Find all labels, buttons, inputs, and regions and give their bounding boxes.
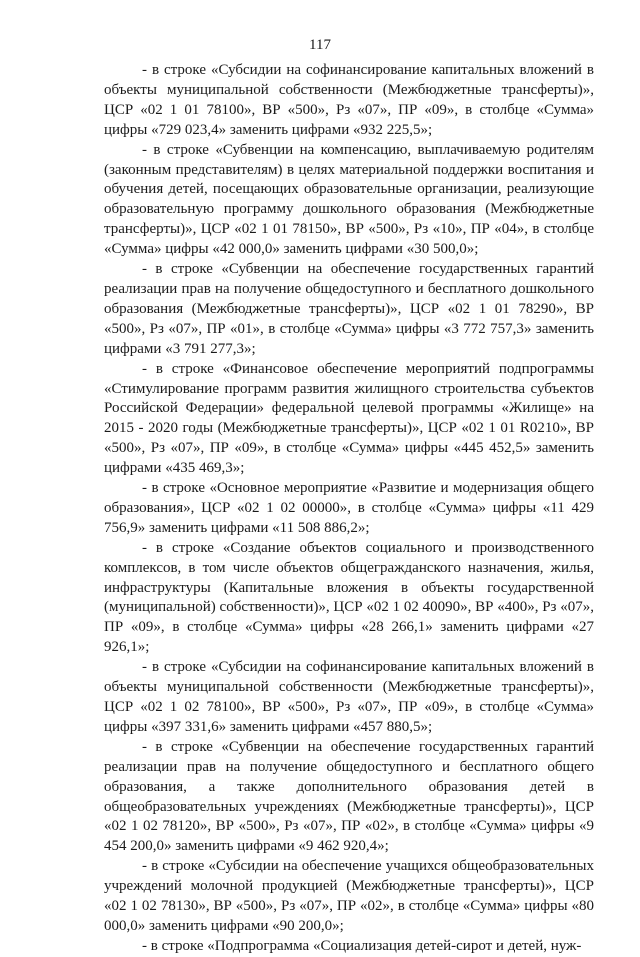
paragraph: - в строке «Субвенции на обеспечение государственных гарантий реализации прав на получение общедоступного и бесплатного общего образования, а также дополнительного образования детей в общеобразовательных учреждениях (Межбюджетные трансферты)», ЦСР «02 1 02 78120», ВР «500», Рз «07», ПР «02», в столбце «Сумма» цифры «9 454 200,0» заменить цифрами «9 462 920,4»;	[104, 738, 594, 855]
paragraph: - в строке «Финансовое обеспечение мероприятий подпрограммы «Стимулирование программ развития жилищного строительства субъектов Российской Федерации» федеральной целевой программы «Жилище» на 2015 - 2020 годы (Межбюджетные трансферты)», ЦСР «02 1 01 R0210», ВР «500», Рз «07», ПР «09», в столбце «Сумма» цифры «445 452,5» заменить цифрами «435 469,3»;	[104, 360, 594, 477]
paragraph: - в строке «Субсидии на софинансирование капитальных вложений в объекты муниципальной собственности (Межбюджетные трансферты)», ЦСР «02 1 02 78100», ВР «500», Рз «07», ПР «09», в столбце «Сумма» цифры «397 331,6» заменить цифрами «457 880,5»;	[104, 659, 594, 735]
paragraph: - в строке «Субвенции на обеспечение государственных гарантий реализации прав на получение общедоступного и бесплатного дошкольного образования (Межбюджетные трансферты)», ЦСР «02 1 01 78290», ВР «500», Рз «07», ПР «01», в столбце «Сумма» цифры «3 772 757,3» заменить цифрами «3 791 277,3»;	[104, 261, 594, 357]
paragraph: - в строке «Субсидии на софинансирование капитальных вложений в объекты муниципальной собственности (Межбюджетные трансферты)», ЦСР «02 1 01 78100», ВР «500», Рз «07», ПР «09», в столбце «Сумма» цифры «729 023,4» заменить цифрами «932 225,5»;	[104, 62, 594, 138]
paragraph: - в строке «Создание объектов социального и производственного комплексов, в том числе объектов общегражданского назначения, жилья, инфраструктуры (Капитальные вложения в объекты государственной (муниципальной) собственности)», ЦСР «02 1 02 40090», ВР «400», Рз «07», ПР «09», в столбце «Сумма» цифры «28 266,1» заменить цифрами «27 926,1»;	[104, 539, 594, 656]
paragraph: - в строке «Подпрограмма «Социализация детей-сирот и детей, нуж-	[142, 937, 582, 954]
paragraph: - в строке «Субсидии на обеспечение учащихся общеобразовательных учреждений молочной продукцией (Межбюджетные трансферты)», ЦСР «02 1 02 78130», ВР «500», Рз «07», ПР «02», в столбце «Сумма» цифры «80 000,0» заменить цифрами «90 200,0»;	[104, 858, 594, 934]
document-body	[104, 61, 594, 957]
page-number: 117	[309, 37, 331, 53]
paragraph: - в строке «Субвенции на компенсацию, выплачиваемую родителям (законным представителям) в целях материальной поддержки воспитания и обучения детей, посещающих образовательные организации, реализующие образовательную программу дошкольного образования (Межбюджетные трансферты)», ЦСР «02 1 01 78150», ВР «500», Рз «10», ПР «04», в столбце «Сумма» цифры «42 000,0» заменить цифрами «30 500,0»;	[104, 141, 594, 258]
paragraph: - в строке «Основное мероприятие «Развитие и модернизация общего образования», ЦСР «02 1 02 00000», в столбце «Сумма» цифры «11 429 756,9» заменить цифрами «11 508 886,2»;	[104, 480, 594, 536]
